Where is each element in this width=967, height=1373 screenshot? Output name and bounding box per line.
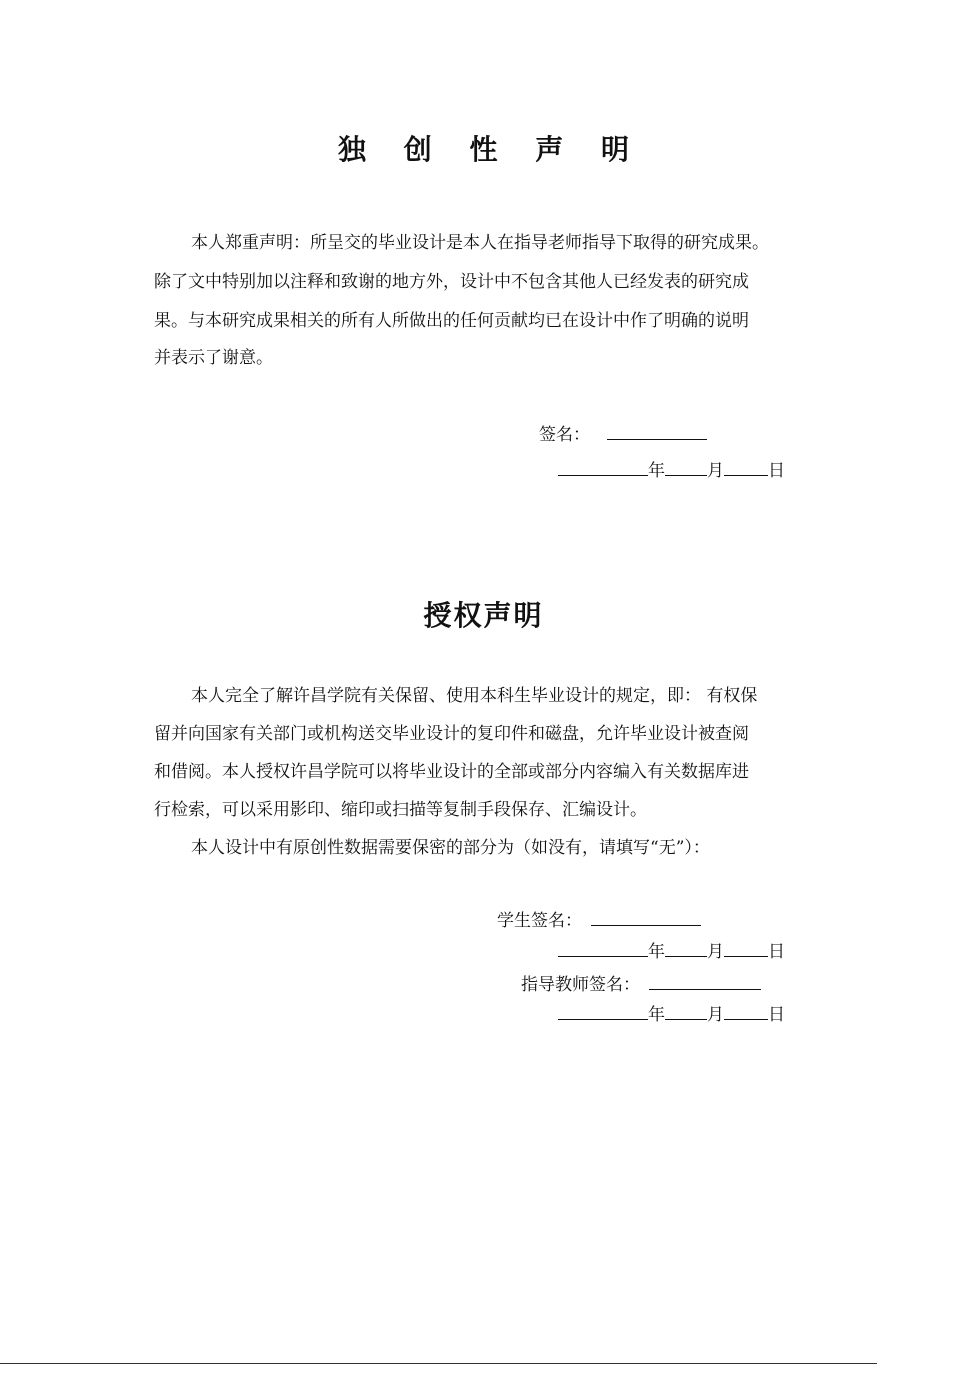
footer-rule [0, 1363, 877, 1364]
authorization-paragraph-line: 本人完全了解许昌学院有关保留、使用本科生毕业设计的规定，即： 有权保 [191, 686, 758, 706]
year-label: 年 [648, 461, 665, 481]
month-blank[interactable] [665, 1001, 707, 1020]
month-label: 月 [707, 461, 724, 481]
declaration-paragraph-line: 并表示了谢意。 [154, 348, 273, 368]
teacher-signature-row [521, 971, 761, 997]
student-signature-blank[interactable] [591, 907, 701, 926]
student-signature-row [497, 907, 701, 933]
month-label: 月 [707, 942, 724, 962]
authorization-paragraph-line: 行检索，可以采用影印、缩印或扫描等复制手段保存、汇编设计。 [154, 800, 647, 820]
day-blank[interactable] [724, 938, 768, 957]
day-label: 日 [768, 461, 785, 481]
year-blank[interactable] [558, 1001, 648, 1020]
declaration-date-row [558, 457, 785, 483]
day-label: 日 [768, 942, 785, 962]
signature-label: 签名： [539, 425, 590, 445]
teacher-signature-blank[interactable] [649, 971, 761, 990]
day-blank[interactable] [724, 457, 768, 476]
declaration-paragraph-line: 果。与本研究成果相关的所有人所做出的任何贡献均已在设计中作了明确的说明 [154, 311, 749, 331]
year-label: 年 [648, 942, 665, 962]
month-label: 月 [707, 1005, 724, 1025]
signature-blank[interactable] [607, 421, 707, 440]
student-signature-label: 学生签名： [497, 911, 582, 931]
authorization-paragraph-line: 留并向国家有关部门或机构送交毕业设计的复印件和磁盘，允许毕业设计被查阅 [154, 724, 749, 744]
teacher-date-row [558, 1001, 785, 1027]
year-blank[interactable] [558, 457, 648, 476]
year-blank[interactable] [558, 938, 648, 957]
secret-statement-line: 本人设计中有原创性数据需要保密的部分为（如没有，请填写“无”）： [191, 838, 710, 858]
declaration-paragraph-line: 除了文中特别加以注释和致谢的地方外，设计中不包含其他人已经发表的研究成 [154, 272, 749, 292]
day-label: 日 [768, 1005, 785, 1025]
day-blank[interactable] [724, 1001, 768, 1020]
authorization-paragraph-line: 和借阅。本人授权许昌学院可以将毕业设计的全部或部分内容编入有关数据库进 [154, 762, 749, 782]
month-blank[interactable] [665, 457, 707, 476]
year-label: 年 [648, 1005, 665, 1025]
declaration-paragraph-line: 本人郑重声明：所呈交的毕业设计是本人在指导老师指导下取得的研究成果。 [191, 233, 769, 253]
student-date-row [558, 938, 785, 964]
declaration-signature-row [539, 421, 707, 447]
month-blank[interactable] [665, 938, 707, 957]
declaration-title: 独 创 性 声 明 [338, 133, 643, 166]
authorization-title: 授权声明 [423, 599, 544, 632]
teacher-signature-label: 指导教师签名： [521, 975, 640, 995]
